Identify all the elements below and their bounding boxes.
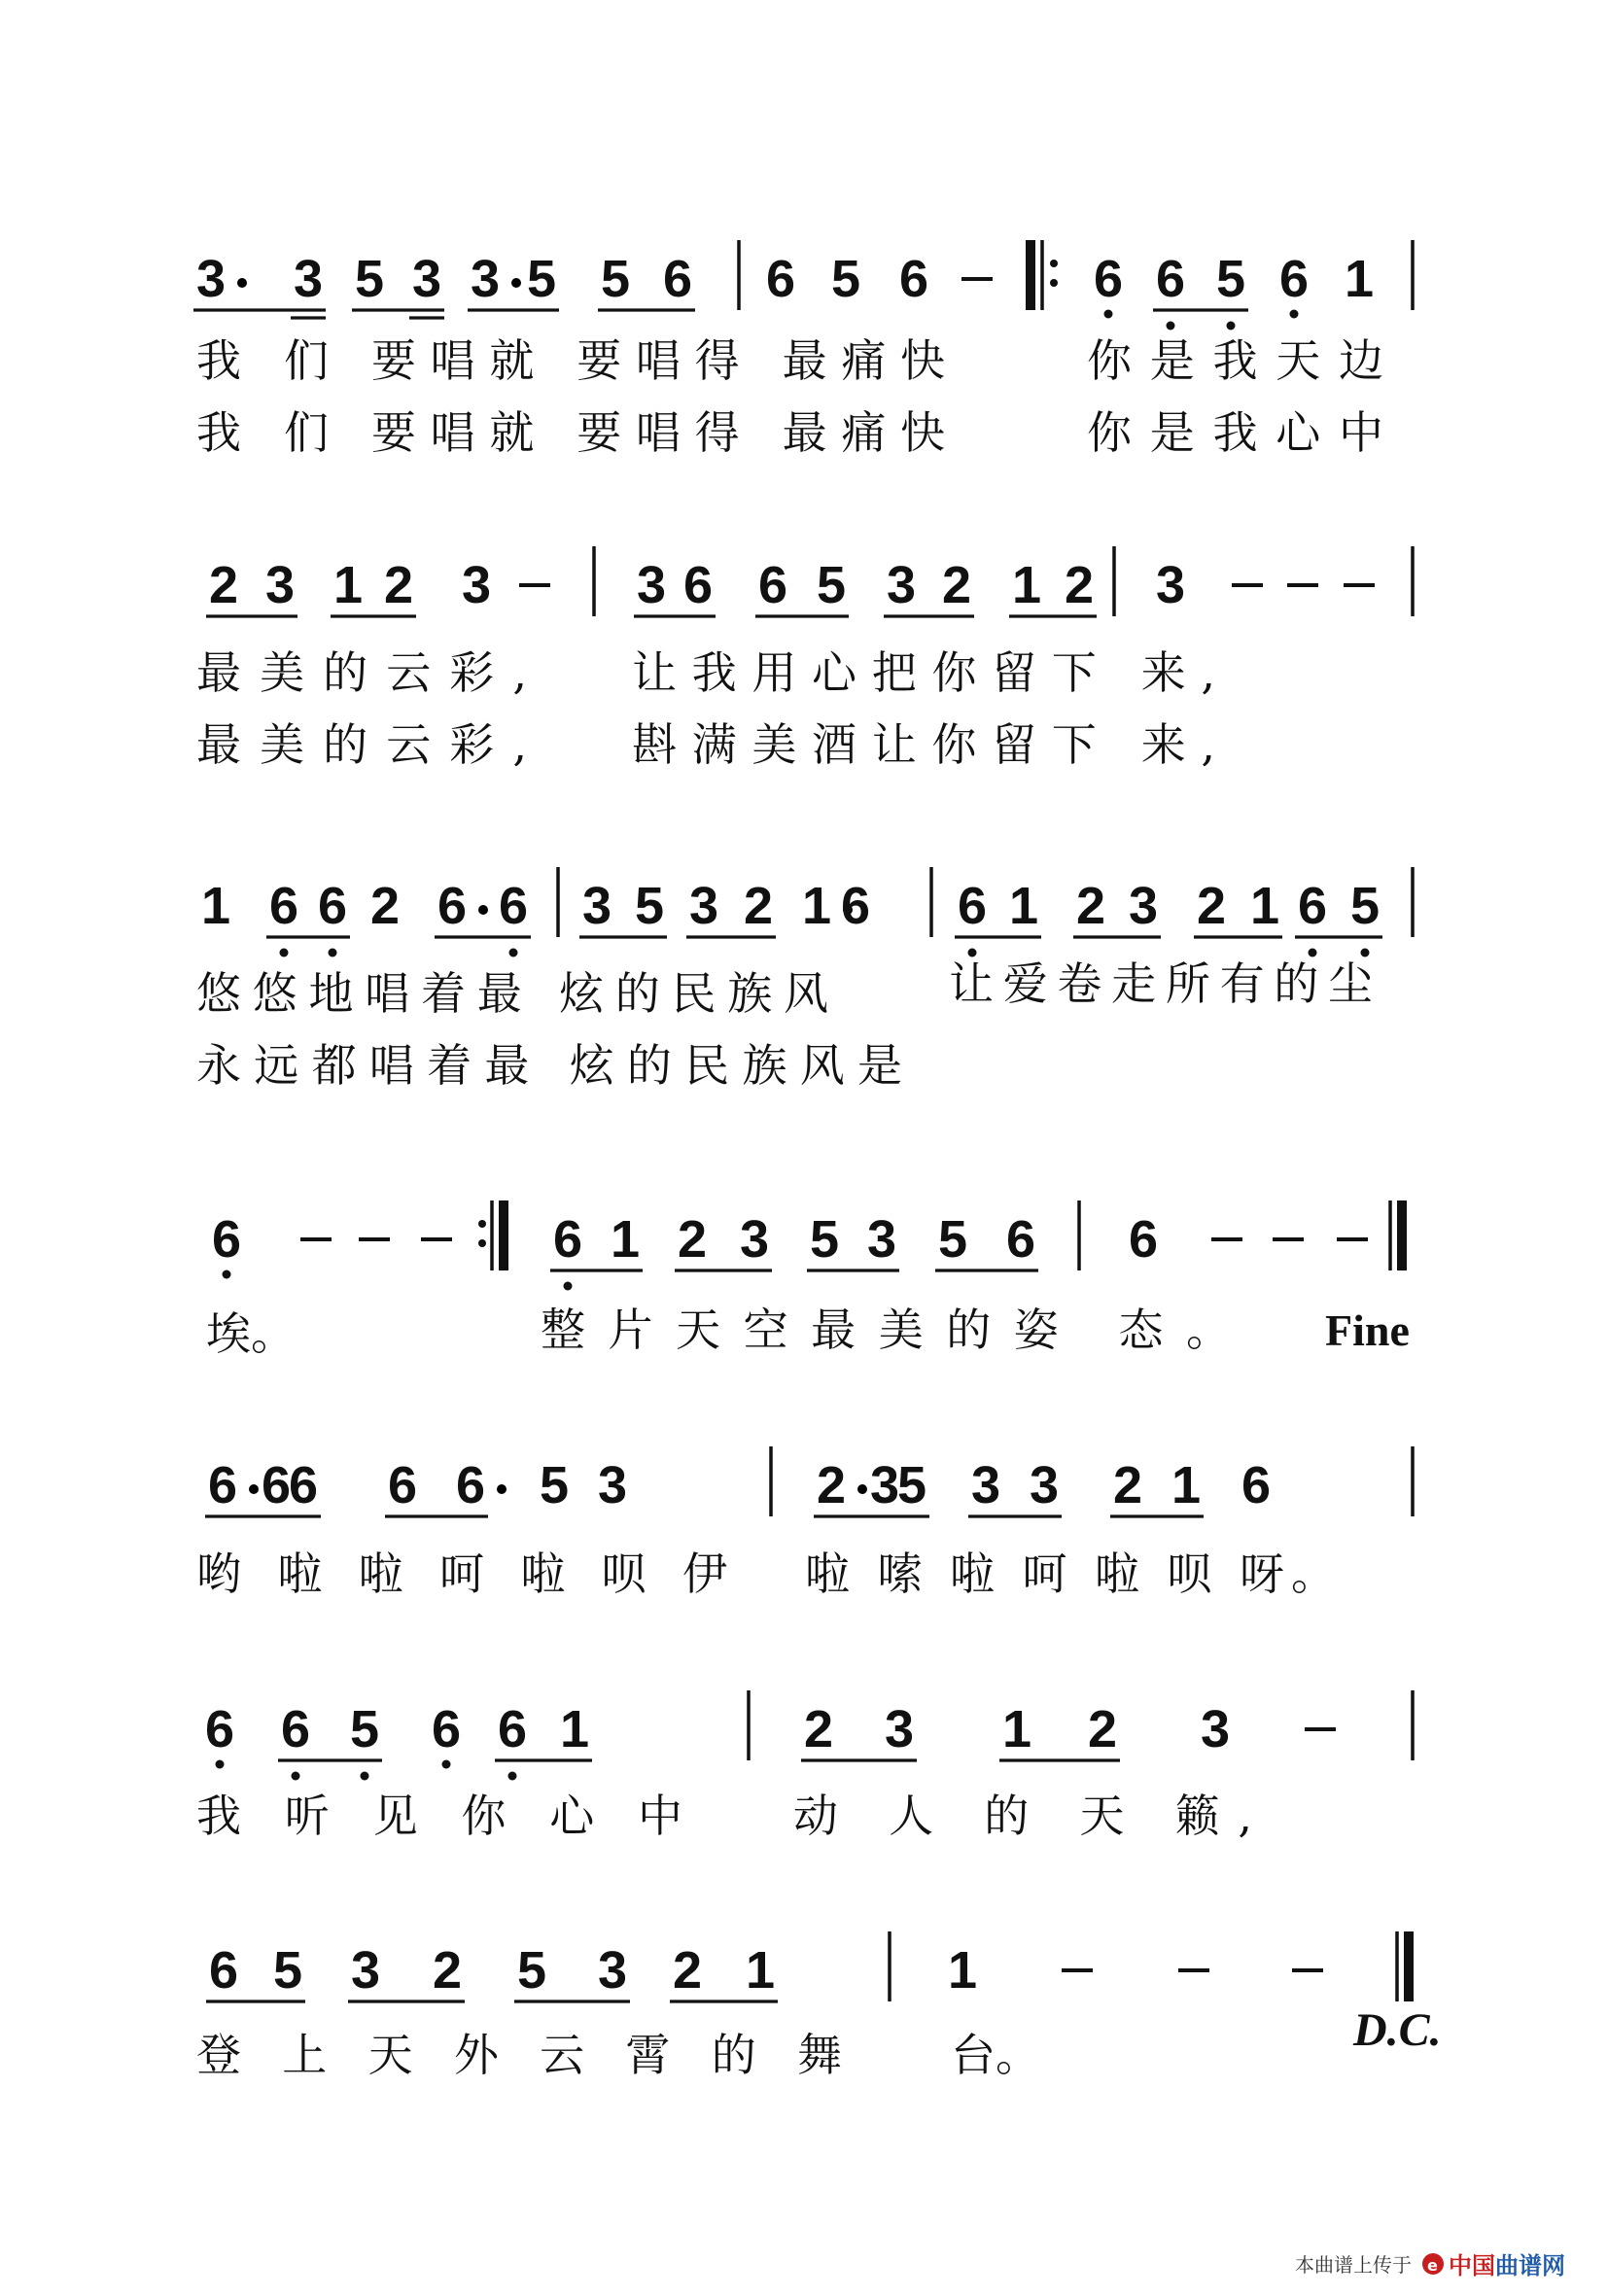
note: 6 — [757, 556, 788, 614]
note: 3 — [1029, 1456, 1060, 1514]
note: 3 — [970, 1456, 1001, 1514]
note: 6 — [1128, 1210, 1159, 1269]
repeat-dot — [1050, 260, 1058, 267]
lyrics-line-5-right: 啦 嗦 啦 呵 啦 呗 呀。 — [805, 1548, 1336, 1600]
note: 6 — [682, 556, 714, 614]
note: 3 — [293, 250, 324, 308]
lyrics-line-1-verse-2-right: 你是我心中 — [1087, 406, 1383, 459]
notation-line-3 — [201, 877, 1380, 935]
note: 3 — [636, 556, 667, 614]
low-octave-dot — [1361, 949, 1370, 957]
note: 1 — [745, 1941, 776, 2000]
note: 6 — [1155, 250, 1186, 308]
note: 6 — [498, 877, 529, 935]
note: 1 — [801, 877, 832, 935]
note: 3 — [1128, 877, 1159, 935]
notation-line-7 — [209, 1941, 1323, 2000]
lyrics-line-3-verse-2: 永远都唱着最 炫的民族风是 — [196, 1039, 902, 1092]
notation-layer — [196, 250, 1380, 2000]
note: 5 — [816, 556, 847, 614]
note: 3 — [866, 1210, 897, 1269]
note: 3 — [411, 250, 442, 308]
note: 3 — [886, 556, 917, 614]
note: 6 — [1005, 1210, 1036, 1269]
note: 2 — [672, 1941, 703, 2000]
note: 6 — [211, 1210, 242, 1269]
aug-dot — [237, 278, 247, 288]
note: 6 — [898, 250, 929, 308]
lyrics-line-3-verse-1-right: 让爱卷走所有的尘 — [949, 957, 1373, 1010]
note: 5 — [349, 1700, 380, 1758]
note: 3 — [869, 1456, 900, 1514]
note: 6 — [268, 877, 299, 935]
low-octave-dot — [509, 949, 518, 957]
note: 2 — [677, 1210, 708, 1269]
lyrics-line-4: 埃。 — [206, 1307, 296, 1360]
note: 1 — [559, 1700, 590, 1758]
footer-brand-qupu: 曲谱网 — [1495, 2252, 1565, 2279]
note: 2 — [941, 556, 972, 614]
note: 5 — [1215, 250, 1246, 308]
note: 3 — [884, 1700, 915, 1758]
low-octave-dot — [1309, 949, 1317, 957]
note: 3 — [264, 556, 296, 614]
note: 2 — [816, 1456, 847, 1514]
note: 5 — [354, 250, 385, 308]
note: 5 — [539, 1456, 570, 1514]
low-octave-dot — [280, 949, 289, 957]
site-logo — [1422, 2253, 1444, 2275]
notation-line-1 — [196, 250, 1374, 308]
repeat-dot — [478, 1220, 486, 1228]
note: 6 — [1278, 250, 1310, 308]
note: 5 — [516, 1941, 547, 2000]
note: 6 — [288, 1456, 319, 1514]
note: 6 — [280, 1700, 311, 1758]
note: 6 — [431, 1700, 462, 1758]
lyrics-line-6: 我 听 见 你 心 中 — [196, 1790, 682, 1842]
note: 6 — [437, 877, 468, 935]
low-octave-dot — [223, 1270, 231, 1279]
note: 5 — [809, 1210, 840, 1269]
lyrics-line-5: 哟 啦 啦 呵 啦 呗 伊 — [196, 1548, 727, 1600]
low-octave-dot — [361, 1772, 369, 1781]
note: 5 — [600, 250, 631, 308]
dc-marking: D.C. — [1353, 2004, 1442, 2056]
note: 6 — [204, 1700, 235, 1758]
note: 1 — [1008, 877, 1039, 935]
note: 6 — [455, 1456, 486, 1514]
note: 3 — [597, 1941, 628, 2000]
lyrics-line-6-right: 动 人 的 天 籁, — [793, 1790, 1252, 1842]
aug-dot — [497, 1484, 507, 1494]
notation-line-6 — [205, 1700, 1336, 1758]
note: 2 — [1064, 556, 1095, 614]
note: 3 — [581, 877, 612, 935]
note: 5 — [1349, 877, 1381, 935]
note: 1 — [947, 1941, 978, 2000]
svg-text:e: e — [1427, 2256, 1438, 2275]
note: 2 — [1087, 1700, 1118, 1758]
note: 1 — [1001, 1700, 1032, 1758]
low-octave-dot — [968, 949, 977, 957]
repeat-dot — [1050, 279, 1058, 287]
note: 1 — [332, 556, 364, 614]
note: 1 — [1249, 877, 1280, 935]
note: 6 — [765, 250, 796, 308]
lyrics-line-2-verse-2: 最美的云彩, — [196, 718, 527, 771]
note: 6 — [662, 250, 693, 308]
note: 1 — [200, 877, 231, 935]
note: 3 — [461, 556, 492, 614]
note: 2 — [1075, 877, 1106, 935]
aug-dot — [857, 1484, 867, 1494]
note: 6 — [840, 877, 871, 935]
notation-line-5 — [208, 1456, 1271, 1514]
note: 1 — [1344, 250, 1375, 308]
low-octave-dot — [564, 1282, 573, 1291]
lyrics-line-7: 登 上 天 外 云 霄 的 舞 — [196, 2029, 842, 2081]
note: 6 — [387, 1456, 418, 1514]
notation-line-4 — [212, 1210, 1368, 1269]
note: 6 — [1093, 250, 1124, 308]
note: 5 — [896, 1456, 927, 1514]
note: 6 — [1241, 1456, 1272, 1514]
note: 5 — [830, 250, 861, 308]
note: 3 — [688, 877, 719, 935]
lyrics-line-2-verse-1: 最美的云彩, — [196, 646, 527, 699]
low-octave-dot — [292, 1772, 300, 1781]
note: 3 — [597, 1456, 628, 1514]
low-octave-dot — [1227, 322, 1236, 330]
lyrics-line-4-right: 整片天空最美的姿 态。 — [541, 1304, 1231, 1356]
low-octave-dot — [216, 1760, 225, 1769]
notation-line-2 — [209, 556, 1375, 614]
note: 2 — [1196, 877, 1227, 935]
note: 2 — [369, 877, 401, 935]
lyrics-line-1-verse-1-right: 你是我天边 — [1087, 334, 1383, 387]
note: 6 — [207, 1456, 238, 1514]
note: 6 — [957, 877, 988, 935]
note: 3 — [195, 250, 227, 308]
low-octave-dot — [508, 1772, 517, 1781]
note: 2 — [743, 877, 774, 935]
note: 5 — [526, 250, 557, 308]
note: 2 — [383, 556, 414, 614]
note: 3 — [470, 250, 501, 308]
footer-brand-china: 中国 — [1449, 2252, 1495, 2279]
note: 6 — [208, 1941, 239, 2000]
note: 2 — [432, 1941, 463, 2000]
low-octave-dot — [1290, 310, 1299, 319]
lyrics-line-2-verse-2-right: 斟满美酒让你留下 来, — [632, 718, 1215, 771]
lyrics-line-1-verse-1: 我 们 要唱就 要唱得 最痛快 — [196, 334, 945, 387]
note: 6 — [317, 877, 348, 935]
aug-dot — [511, 278, 521, 288]
lyrics-line-2-verse-1-right: 让我用心把你留下 来, — [632, 646, 1215, 699]
fine-marking: Fine — [1325, 1305, 1410, 1355]
lyrics-line-7-right: 台。 — [951, 2029, 1040, 2081]
low-octave-dot — [442, 1760, 451, 1769]
lyrics-line-1-verse-2: 我 们 要唱就 要唱得 最痛快 — [196, 406, 945, 459]
footer-upload-text: 本曲谱上传于 — [1295, 2253, 1412, 2277]
aug-dot — [249, 1484, 259, 1494]
note: 1 — [1011, 556, 1042, 614]
repeat-dot — [478, 1239, 486, 1247]
note: 1 — [1171, 1456, 1202, 1514]
note: 2 — [803, 1700, 834, 1758]
low-octave-dot — [1167, 322, 1175, 330]
note: 1 — [610, 1210, 641, 1269]
note: 3 — [739, 1210, 770, 1269]
note: 6 — [1297, 877, 1328, 935]
note: 3 — [1155, 556, 1186, 614]
note: 6 — [261, 1456, 292, 1514]
note: 5 — [272, 1941, 303, 2000]
note: 2 — [208, 556, 239, 614]
low-octave-dot — [1104, 310, 1113, 319]
low-octave-dot — [329, 949, 337, 957]
note: 6 — [497, 1700, 528, 1758]
lyrics-line-3-verse-1: 悠悠地唱着最 炫的民族风 — [196, 967, 828, 1020]
note: 5 — [634, 877, 665, 935]
note: 5 — [937, 1210, 968, 1269]
aug-dot — [478, 905, 488, 915]
note: 2 — [1112, 1456, 1143, 1514]
note: 3 — [350, 1941, 381, 2000]
note: 6 — [552, 1210, 583, 1269]
note: 3 — [1200, 1700, 1231, 1758]
